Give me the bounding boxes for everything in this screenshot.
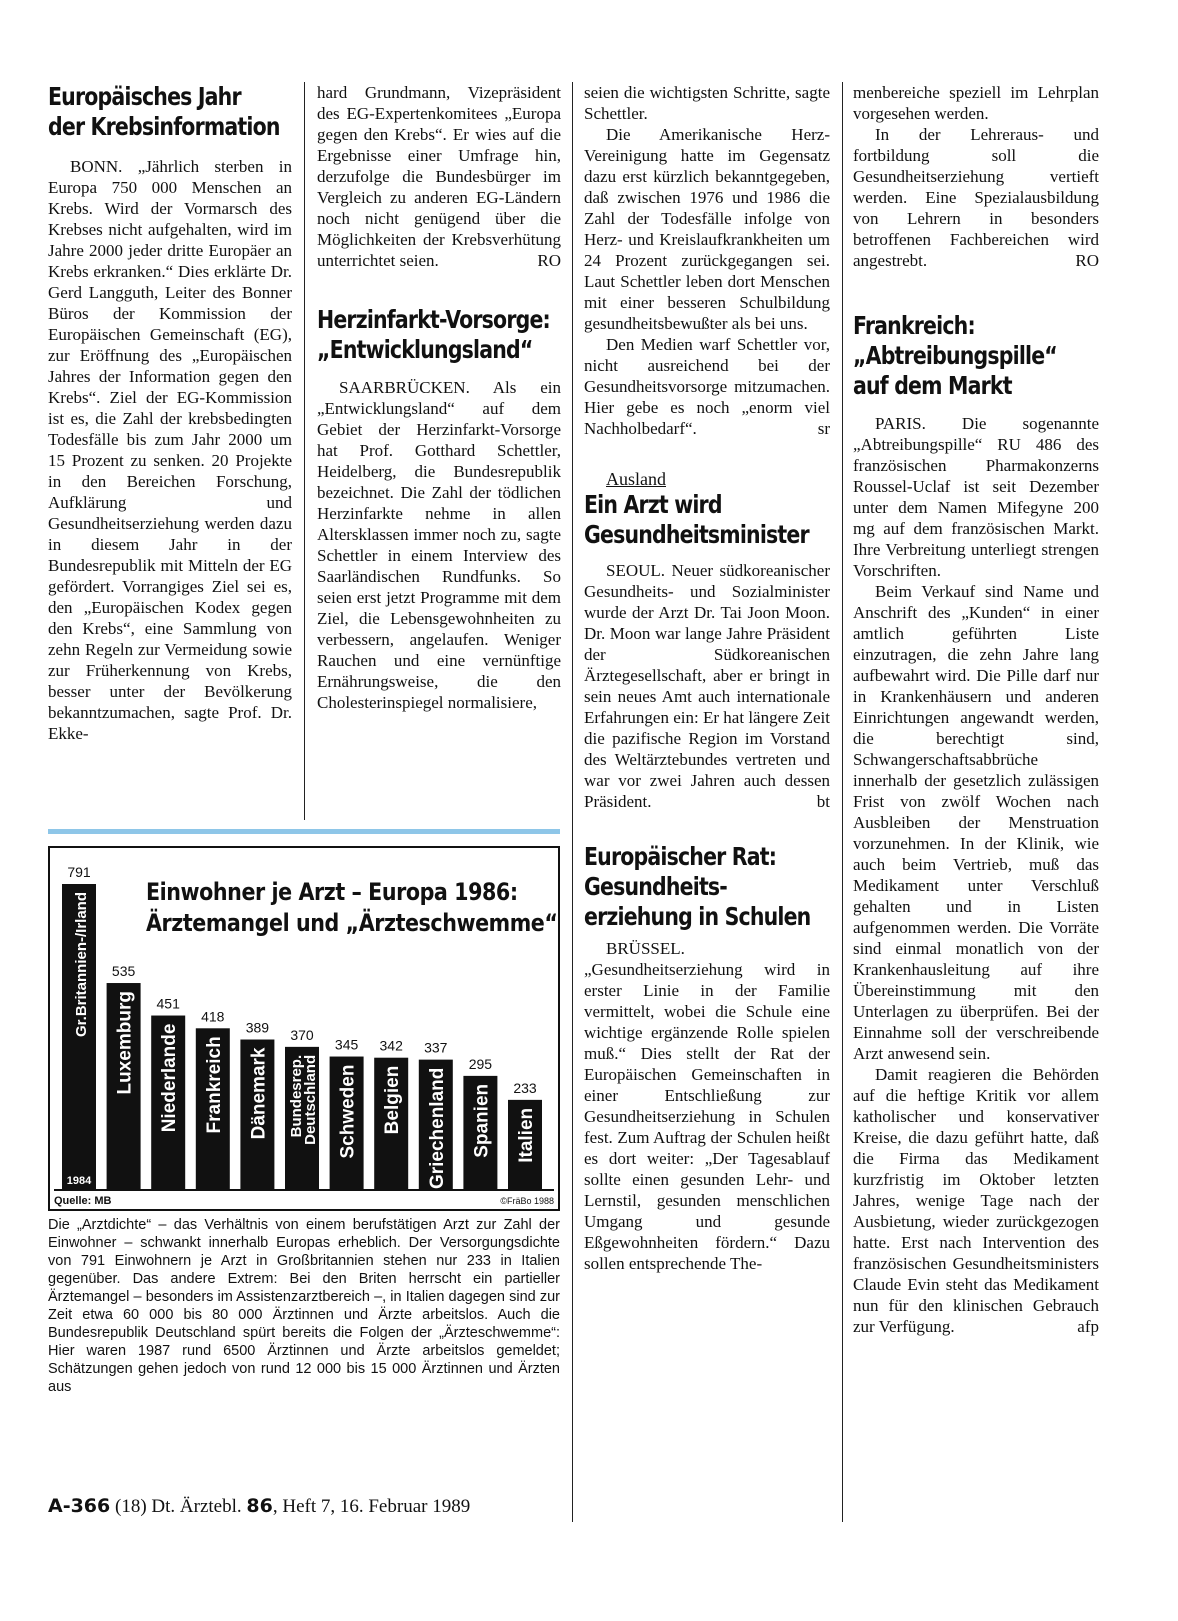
bar-value-label: 370 bbox=[290, 1026, 314, 1043]
headline-line: Ein Arzt wird bbox=[584, 490, 722, 519]
author-sign: bt bbox=[816, 792, 830, 811]
chart-subtitle: Ärztemangel und „Ärzteschwemme“ bbox=[146, 909, 558, 938]
chart-figure bbox=[48, 846, 560, 1211]
author-sign: afp bbox=[1077, 1317, 1099, 1336]
headline-line: der Krebsinformation bbox=[48, 112, 280, 141]
author-sign: sr bbox=[817, 419, 830, 438]
chart-caption: Die „Arztdichte“ – das Verhältnis von einem berufstätigen Arzt zur Zahl der Einwohner – schwankt innerhalb Europas erheblich. Der Versorgungsdichte von 791 Einwohnern je Arzt in Großbritannien stehen nur 233 in Italien gegenüber. Das andere Extrem: Bei den Briten herrscht ein partieller Ärztemangel – besonders im Assistenzarztbereich –, in Italien dagegen sind zur Zeit etwa 60 000 bis 80 000 Ärztinnen und Ärzte arbeitslos. Auch die Bundesrepublik Deutschland spürt bereits die Folgen der „Ärzteschwemme“: Hier waren 1987 rund 6500 Ärztinnen und Ärzte arbeitslos gemeldet; Schätzungen gehen jedoch von rund 12 000 bis 15 000 Ärztinnen und Ärzten aus bbox=[48, 1217, 560, 1395]
headline-line: Frankreich: bbox=[853, 311, 975, 340]
bar-category-label: Spanien bbox=[471, 1083, 493, 1158]
column-divider bbox=[572, 82, 573, 1522]
page-footer bbox=[48, 1495, 470, 1518]
chart-title: Einwohner je Arzt – Europa 1986: bbox=[146, 878, 518, 907]
article-text: PARIS. Die sogenannte „Abtreibungspille“ RU 486 des französischen Pharmakonzerns Roussel-Uclaf ist seit Dezember unter dem Namen Mifegyne 200 mg auf dem französischen Markt. Ihre Verbreitung unterliegt strengen Vorschriften. bbox=[853, 414, 1099, 580]
article-text: Die Amerikanische Herz-Vereinigung hatte im Gegensatz dazu erst kürzlich bekanntgegeben, daß zwischen 1976 und 1986 die Zahl der Todesfälle infolge von Herz- und Kreislaufkrankheiten um 24 Prozent zurückgegangen sei. Laut Schettler leben dort Menschen mit einer besseren Schulbildung gesundheitsbewußter als bei uns. bbox=[584, 125, 830, 333]
headline-line: Gesundheits- bbox=[584, 872, 728, 901]
chart-source: Quelle: MB bbox=[54, 1195, 112, 1207]
headline-line: auf dem Markt bbox=[853, 371, 1012, 400]
bar-value-label: 337 bbox=[424, 1039, 448, 1056]
headline-line: „Abtreibungspille“ bbox=[853, 341, 1057, 370]
chart-top-rule bbox=[48, 829, 560, 834]
column-3 bbox=[584, 82, 830, 1274]
bar-category-label: Griechenland bbox=[426, 1067, 448, 1190]
article-text: In der Lehreraus- und fortbildung soll die Gesundheitserziehung vertieft werden. Eine Spezialausbildung von Lehrern in besonders betroffenen Fachbereichen wird angestrebt. RO bbox=[853, 125, 1099, 270]
author-sign: RO bbox=[1075, 251, 1099, 270]
article-text: Damit reagieren die Behörden auf die heftige Kritik vor allem katholischer und konservativer Kreise, die dazu geführt hatte, daß die Firma das Medikament kurzfristig im Oktober letzten Jahres, wenige Tage nach der Ausbietung, wieder zurückgezogen hatte. Erst nach Intervention des französischen Gesundheitsministers Claude Evin steht das Medikament nun für den klinischen Gebrauch zur Verfügung. afp bbox=[853, 1065, 1099, 1336]
headline-line: Europäisches Jahr bbox=[48, 82, 241, 111]
headline-herzinfarkt bbox=[317, 305, 561, 365]
bar-value-label: 389 bbox=[245, 1019, 270, 1036]
article-text: seien die wichtigsten Schritte, sagte Schettler. bbox=[584, 83, 830, 123]
article-text: Beim Verkauf sind Name und Anschrift des „Kunden“ in einer amtlich geführten Liste einzutragen, die zehn Jahre lang aufbewahrt wird. Die Pille darf nur in Krankenhäusern und anderen Einrichtungen angewandt werden, die berechtigt sind, Schwangerschaftsabbrüche innerhalb der gesetzlich zulässigen Frist von zwölf Wochen nach Ausbleiben der Menstruation vorzunehmen. In der Klinik, wie auch beim Vertrieb, muß das Medikament unter Verschluß gehalten und in Listen aufgenommen werden. Die Vorräte sind einmal monatlich von der Krankenhausleitung auf ihre Übereinstimmung mit den Unterlagen zu überprüfen. Bei der Einnahme soll der verschreibende Arzt anwesend sein. bbox=[853, 582, 1099, 1063]
column-divider bbox=[842, 82, 843, 1522]
headline-rat bbox=[584, 842, 830, 932]
volume-number: 86 bbox=[246, 1495, 273, 1517]
bar-category-label: Dänemark bbox=[248, 1047, 270, 1140]
headline-krebs bbox=[48, 82, 292, 142]
page-number: A-366 bbox=[48, 1495, 111, 1517]
bar-category-label: Luxemburg bbox=[114, 991, 136, 1095]
bar-category-label: Belgien bbox=[382, 1065, 404, 1135]
headline-line: „Entwicklungsland“ bbox=[317, 335, 533, 364]
bar-category-label: Frankreich bbox=[203, 1036, 225, 1134]
section-label: Ausland bbox=[606, 469, 666, 489]
bar-category-label: Bundesrep. bbox=[288, 1054, 305, 1138]
article-text: hard Grundmann, Vizepräsident des EG-Expertenkomitees „Europa gegen den Krebs“. Er wies auf die Ergebnisse einer Umfrage hin, derzufolge die Bundesbürger im Vergleich zu anderen EG-Ländern noch nicht genügend über die Möglichkeiten der Krebsverhütung unterrichtet seien. RO bbox=[317, 83, 561, 270]
column-1 bbox=[48, 82, 292, 744]
article-text: Den Medien warf Schettler vor, nicht ausreichend bei der Gesundheitsvorsorge mitzumachen. Hier gebe es noch „enorm viel Nachholbedarf“. sr bbox=[584, 335, 830, 438]
headline-line: Europäischer Rat: bbox=[584, 842, 777, 871]
bar-value-label: 451 bbox=[156, 995, 180, 1012]
bar-value-label: 535 bbox=[111, 963, 136, 980]
article-text: BONN. „Jährlich sterben in Europa 750 000 Menschen an Krebs. Wird der Vormarsch des Krebses nicht aufgehalten, wird im Jahre 2000 jeder dritte Europäer an Krebs erkranken.“ Dies erklärte Dr. Gerd Langguth, Leiter des Bonner Büros der Kommission der Europäischen Gemeinschaft (EG), zur Eröffnung des „Europäischen Jahres der Information gegen den Krebs“. Ziel der EG-Kommission ist es, die Zahl der krebsbedingten Todesfälle bis zum Jahr 2000 um 15 Prozent zu senken. 20 Projekte in den Bereichen Forschung, Aufklärung und Gesundheitserziehung werden dazu in diesem Jahr in der Bundesrepublik mit Mitteln der EG gefördert. Vorrangiges Ziel sei es, den „Europäischen Kodex gegen den Krebs“, eine Sammlung von zehn Regeln zur Vermeidung sowie zur Früherkennung von Krebs, besser unter der Bevölkerung bekanntzumachen, sagte Prof. Dr. Ekke- bbox=[48, 157, 292, 743]
citation-rest: , Heft 7, 16. Februar 1989 bbox=[272, 1496, 471, 1517]
article-text: SEOUL. Neuer südkoreanischer Gesundheits- und Sozialminister wurde der Arzt Dr. Tai Joon Moon. Dr. Moon war lange Jahre Präsident der Südkoreanischen Ärztegesellschaft, aber er bringt in sein neues Amt auch internationale Erfahrungen ein: Er hat längere Zeit die pazifische Region im Vorstand des Weltärztebundes vertreten und war vor zwei Jahren auch dessen Präsident. bt bbox=[584, 561, 830, 811]
headline-pille bbox=[853, 311, 1099, 401]
article-text: menbereiche speziell im Lehrplan vorgesehen werden. bbox=[853, 83, 1099, 123]
bar-category-label: Niederlande bbox=[159, 1023, 181, 1133]
column-4 bbox=[853, 82, 1099, 1337]
author-sign: RO bbox=[537, 251, 561, 270]
headline-line: Gesundheitsminister bbox=[584, 520, 809, 549]
bar-value-label: 233 bbox=[513, 1079, 537, 1096]
headline-minister bbox=[584, 490, 830, 550]
column-2 bbox=[317, 82, 561, 713]
bar-value-label: 791 bbox=[67, 864, 91, 880]
bar-category-label: Deutschland bbox=[302, 1054, 319, 1145]
column-divider bbox=[304, 82, 305, 820]
bar-value-label: 342 bbox=[379, 1037, 403, 1054]
chart-credit: ©FräBo 1988 bbox=[500, 1196, 554, 1206]
bar-value-label: 418 bbox=[201, 1008, 225, 1025]
headline-line: Herzinfarkt-Vorsorge: bbox=[317, 305, 550, 334]
citation: (18) Dt. Ärztebl. bbox=[115, 1496, 242, 1517]
year-note: 1984 bbox=[66, 1175, 92, 1187]
bar-category-label: Schweden bbox=[337, 1064, 359, 1159]
bar-category-label: Gr.Britannien-/Irland bbox=[73, 892, 90, 1038]
bar-chart bbox=[50, 848, 558, 1209]
bar-category-label: Italien bbox=[516, 1107, 537, 1163]
bar-value-label: 345 bbox=[334, 1036, 359, 1053]
headline-line: erziehung in Schulen bbox=[584, 902, 811, 931]
bar-value-label: 295 bbox=[468, 1055, 493, 1072]
article-text: SAARBRÜCKEN. Als ein „Entwicklungsland“ auf dem Gebiet der Herzinfarkt-Vorsorge hat Prof. Gotthard Schettler, Heidelberg, die Bundesrepublik bezeichnet. Die Zahl der tödlichen Herzinfarkte nehme in allen Altersklassen immer noch zu, sagte Schettler in einem Interview des Saarländischen Rundfunks. So seien erst jetzt Programme mit dem Ziel, die Lebensgewohnheiten zu verbessern, angelaufen. Weniger Rauchen und eine vernünftige Ernährungsweise, die den Cholesterinspiegel normalisiere, bbox=[317, 378, 561, 712]
article-text: BRÜSSEL. „Gesundheitserziehung wird in erster Linie in der Familie vermittelt, wobei die Schule eine wichtige ergänzende Rolle spielen muß.“ Dies stellt der Rat der Europäischen Gemeinschaften in einer Entschließung zur Gesundheitserziehung in Schulen fest. Zum Auftrag der Schulen heißt es dort weiter: „Der Tagesablauf sollte einen gesunden Lehr- und Lernstil, gesunden menschlichen Umgang und gesunde Eßgewohnheiten fördern.“ Dazu sollen entsprechende The- bbox=[584, 939, 830, 1273]
